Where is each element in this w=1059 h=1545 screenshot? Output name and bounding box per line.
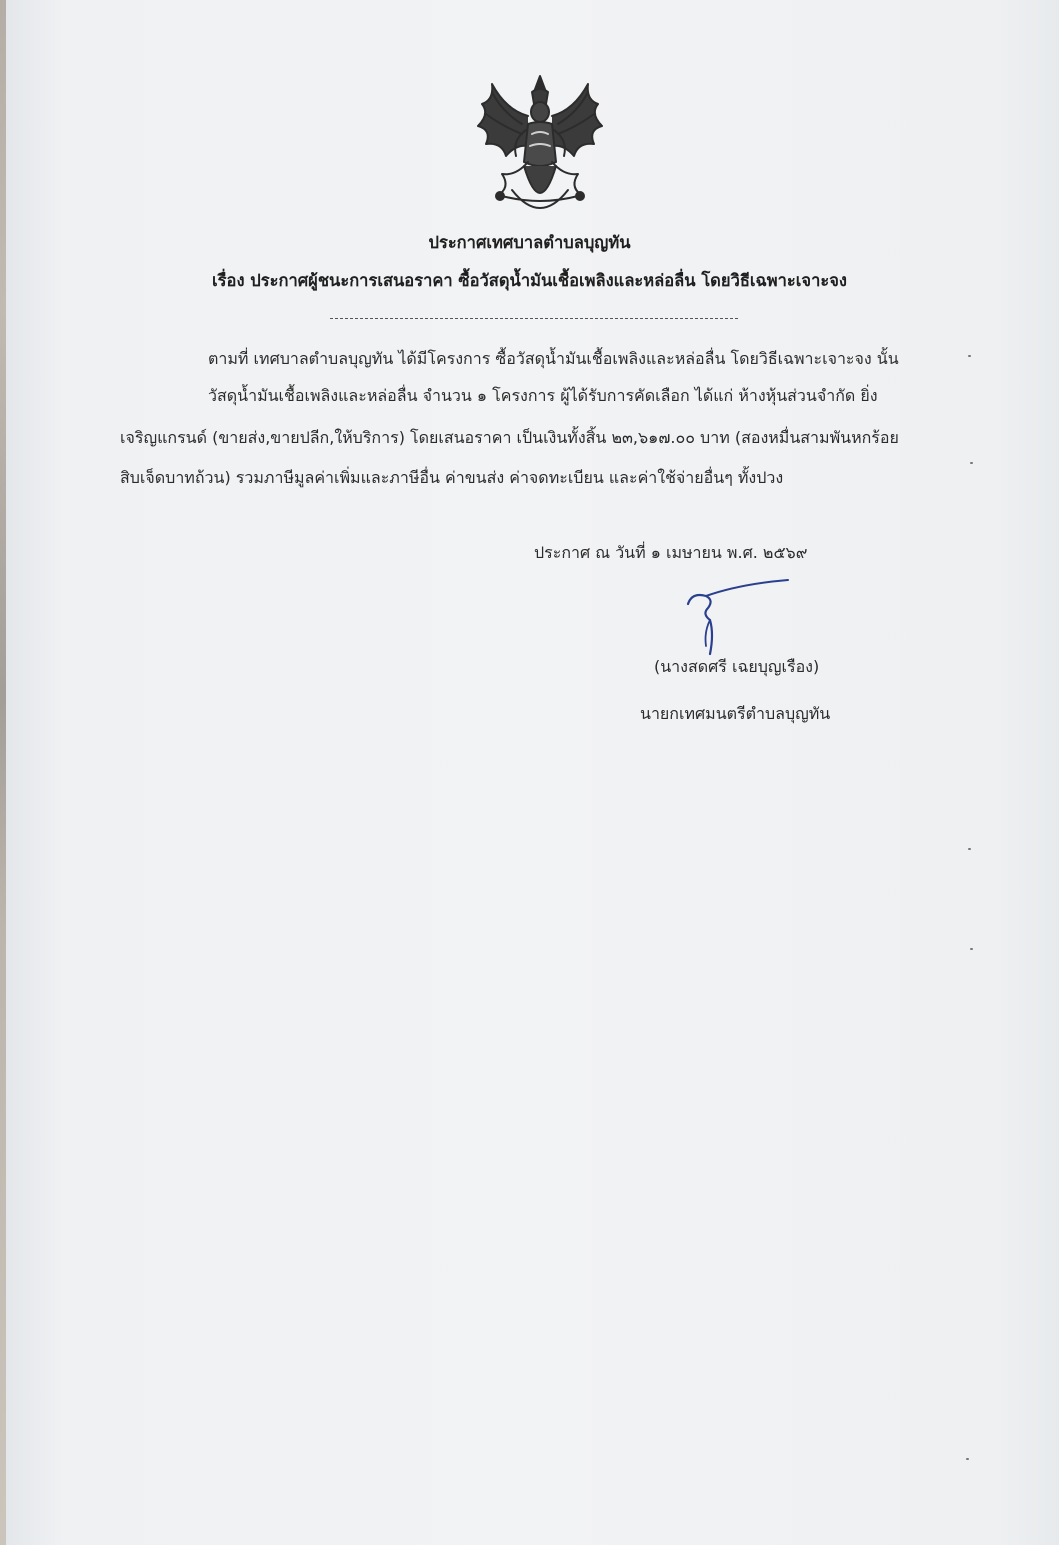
announcement-subject: เรื่อง ประกาศผู้ชนะการเสนอราคา ซื้อวัสดุน้ำมันเชื้อเพลิงและหล่อลื่น โดยวิธีเฉพาะเจาะจง xyxy=(212,271,847,290)
scan-speck xyxy=(966,1458,969,1460)
handwritten-signature xyxy=(680,574,790,658)
scan-speck xyxy=(970,462,973,464)
signatory-position: นายกเทศมนตรีตำบลบุญทัน xyxy=(640,704,831,723)
announcement-date: ประกาศ ณ วันที่ ๑ เมษายน พ.ศ. ๒๕๖๙ xyxy=(534,543,808,562)
body-line-1: ตามที่ เทศบาลตำบลบุญทัน ได้มีโครงการ ซื้อวัสดุน้ำมันเชื้อเพลิงและหล่อลื่น โดยวิธีเฉพาะเจาะจง นั้น xyxy=(208,349,899,368)
garuda-emblem-icon xyxy=(472,70,608,228)
separator-line xyxy=(330,318,738,319)
body-line-4: สิบเจ็ดบาทถ้วน) รวมภาษีมูลค่าเพิ่มและภาษีอื่น ค่าขนส่ง ค่าจดทะเบียน และค่าใช้จ่ายอื่นๆ ทั้งปวง xyxy=(120,468,784,487)
scan-speck xyxy=(968,355,971,357)
scan-speck xyxy=(970,948,973,950)
signatory-name: (นางสดศรี เฉยบุญเรือง) xyxy=(654,657,820,676)
body-line-3: เจริญแกรนด์ (ขายส่ง,ขายปลีก,ให้บริการ) โดยเสนอราคา เป็นเงินทั้งสิ้น ๒๓,๖๑๗.๐๐ บาท (สองหมื่นสามพันหกร้อย xyxy=(120,428,899,447)
body-line-2: วัสดุน้ำมันเชื้อเพลิงและหล่อลื่น จำนวน ๑ โครงการ ผู้ได้รับการคัดเลือก ได้แก่ ห้างหุ้นส่วนจำกัด ยิ่ง xyxy=(208,386,878,405)
announcement-title: ประกาศเทศบาลตำบลบุญทัน xyxy=(428,233,631,252)
scan-speck xyxy=(968,848,971,850)
